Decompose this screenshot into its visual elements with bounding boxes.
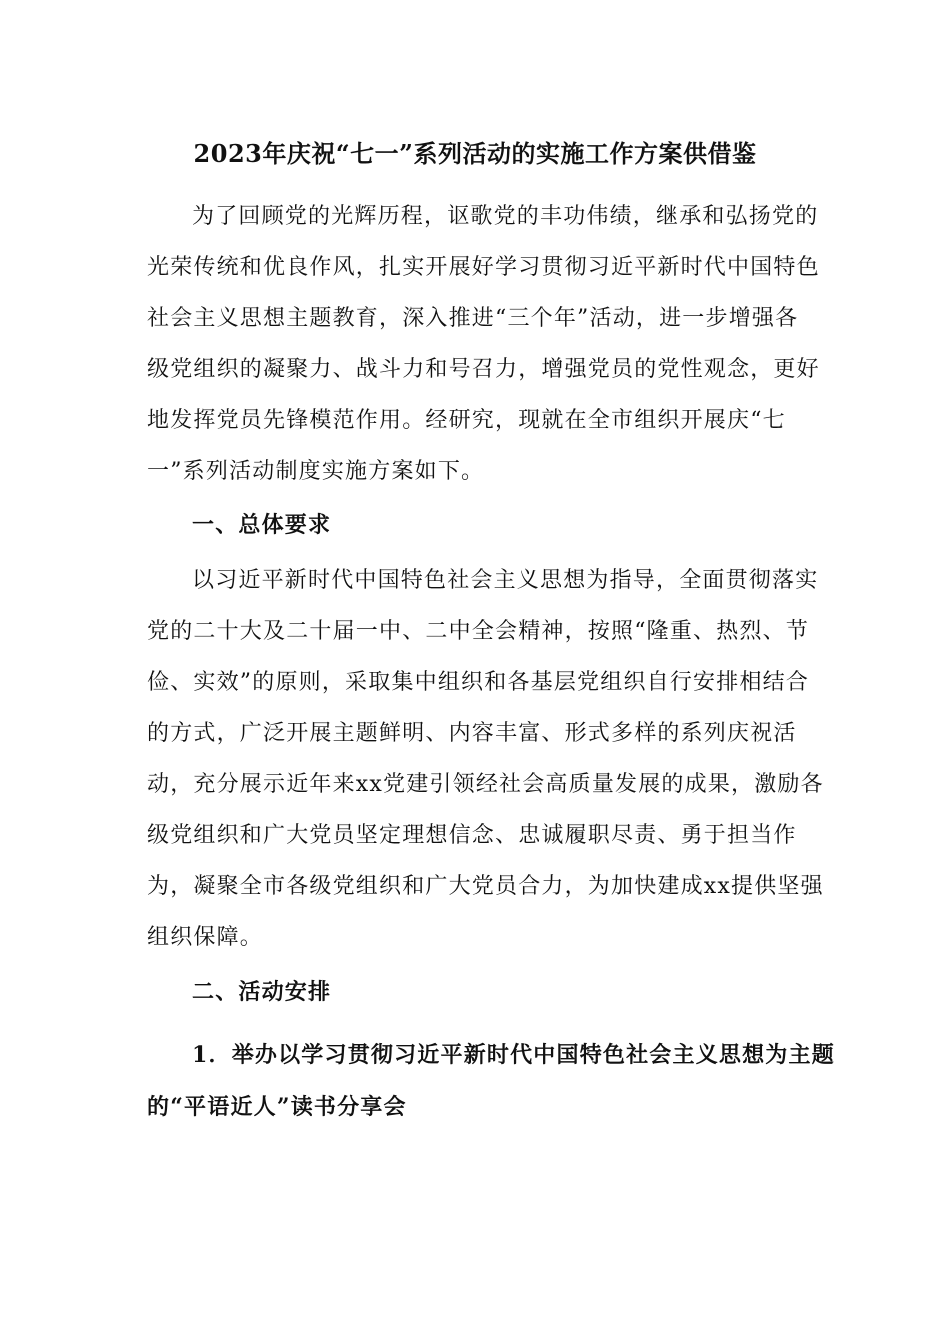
section1-paragraph-line: 为，凝聚全市各级党组织和广大党员合力，为加快建成xx提供坚强 (147, 874, 824, 899)
section1-paragraph-line: 级党组织和广大党员坚定理想信念、忠诚履职尽责、勇于担当作 (147, 823, 797, 848)
intro-paragraph-line: 光荣传统和优良作风，扎实开展好学习贯彻习近平新时代中国特色 (147, 255, 820, 280)
section1-paragraph-line: 党的二十大及二十届一中、二中全会精神，按照“隆重、热烈、节 (147, 619, 810, 644)
intro-paragraph-line: 地发挥党员先锋模范作用。经研究，现就在全市组织开展庆“七 (147, 408, 786, 433)
intro-paragraph-line: 级党组织的凝聚力、战斗力和号召力，增强党员的党性观念，更好 (147, 357, 820, 382)
section1-paragraph-line: 动，充分展示近年来xx党建引领经社会高质量发展的成果，激励各 (147, 772, 824, 797)
section1-paragraph-line: 的方式，广泛开展主题鲜明、内容丰富、形式多样的系列庆祝活 (147, 721, 797, 746)
activity-item-1-line: 的“平语近人”读书分享会 (147, 1094, 407, 1120)
document-title: 2023年庆祝“七一”系列活动的实施工作方案供借鉴 (193, 139, 757, 168)
section-heading-general-requirements: 一、总体要求 (192, 512, 332, 538)
section1-paragraph-line: 俭、实效”的原则，采取集中组织和各基层党组织自行安排相结合 (147, 670, 810, 695)
section-heading-activity-arrangement: 二、活动安排 (192, 979, 332, 1005)
section1-paragraph-line: 以习近平新时代中国特色社会主义思想为指导，全面贯彻落实 (192, 568, 819, 593)
activity-item-1-line: 1．举办以学习贯彻习近平新时代中国特色社会主义思想为主题 (192, 1042, 835, 1068)
intro-paragraph-line: 社会主义思想主题教育，深入推进“三个年”活动，进一步增强各 (147, 306, 799, 331)
intro-paragraph-line: 为了回顾党的光辉历程，讴歌党的丰功伟绩，继承和弘扬党的 (192, 204, 819, 229)
intro-paragraph-line: 一”系列活动制度实施方案如下。 (147, 459, 485, 484)
section1-paragraph-line: 组织保障。 (147, 925, 264, 950)
